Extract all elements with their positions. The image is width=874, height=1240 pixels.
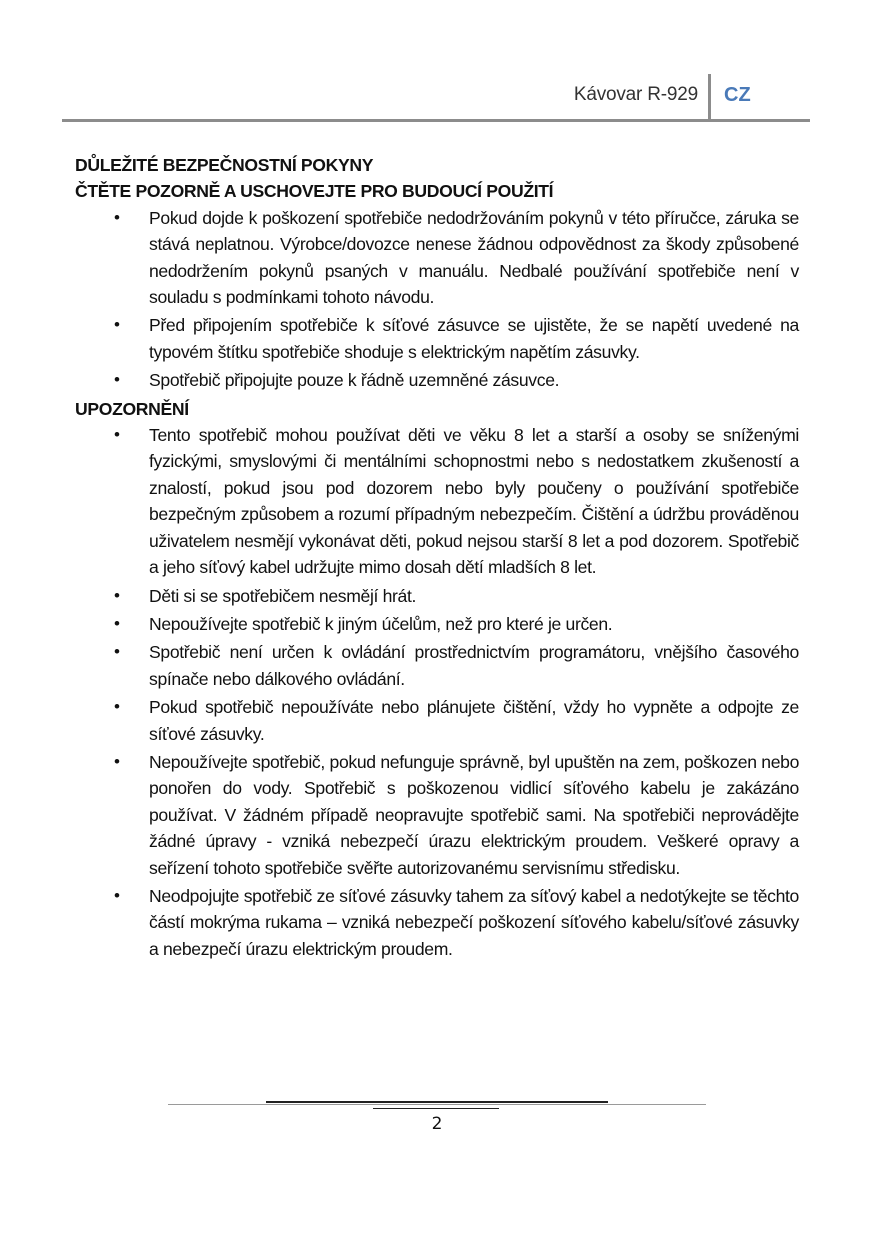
bullet-icon: • [114, 425, 120, 445]
page-number: 2 [431, 1114, 443, 1134]
bullet-icon: • [114, 885, 120, 905]
list-item [75, 883, 799, 962]
safety-list [75, 205, 799, 394]
header-title: Kávovar R-929 [573, 84, 698, 105]
bullet-icon: • [114, 370, 120, 390]
list-item-text: Neodpojujte spotřebič ze síťové zásuvky tahem za síťový kabel a nedotýkejte se těchto částí mokrýma rukama – vzniká nebezpečí poškození síťového kabelu/síťové zásuvky a nebezpečí úrazu elektrickým proudem. [149, 885, 799, 959]
bullet-icon: • [114, 207, 120, 227]
list-item-text: Děti si se spotřebičem nesmějí hrát. [149, 585, 417, 606]
safety-subheading: ČTĚTE POZORNĚ A USCHOVEJTE PRO BUDOUCÍ POUŽITÍ [75, 181, 554, 202]
bullet-icon: • [114, 642, 120, 662]
warning-heading: UPOZORNĚNÍ [75, 398, 189, 419]
bullet-icon: • [114, 751, 120, 771]
bullet-icon: • [114, 585, 120, 605]
list-item [75, 694, 799, 747]
footer-rule [373, 1108, 499, 1109]
list-item-text: Tento spotřebič mohou používat děti ve věku 8 let a starší a osoby se sníženými fyzickými, smyslovými či mentálními schopnostmi nebo s nedostatkem zkušeností a znalostí, pokud jsou pod dozorem nebo byly poučeny o používání spotřebiče bezpečným způsobem a rozumí případným nebezpečím. Čištění a údržbu prováděnou uživatelem nesmějí vykonávat děti, pokud nejsou starší 8 let a pod dozorem. Spotřebič a jeho síťový kabel udržujte mimo dosah dětí mladších 8 let. [149, 425, 799, 578]
header-rule [62, 119, 810, 122]
footer-rule [168, 1104, 706, 1105]
list-item-text: Spotřebič připojujte pouze k řádně uzemněné zásuvce. [149, 370, 560, 391]
list-item [75, 639, 799, 692]
warning-list [75, 422, 799, 962]
header-separator [708, 74, 711, 120]
list-item-text: Pokud spotřebič nepoužíváte nebo plánujete čištění, vždy ho vypněte a odpojte ze síťové zásuvky. [149, 697, 799, 744]
list-item-text: Nepoužívejte spotřebič k jiným účelům, než pro které je určen. [149, 613, 613, 634]
list-item [75, 422, 799, 580]
safety-heading: DŮLEŽITÉ BEZPEČNOSTNÍ POKYNY [75, 155, 374, 175]
list-item-text: Nepoužívejte spotřebič, pokud nefunguje správně, byl upuštěn na zem, poškozen nebo ponořen do vody. Spotřebič s poškozenou vidlicí síťového kabelu je zakázáno používat. V žádném případě neopravujte spotřebič sami. Na spotřebiči neprovádějte žádné úpravy - vzniká nebezpečí úrazu elektrickým proudem. Veškeré opravy a seřízení tohoto spotřebiče svěřte autorizovanému servisnímu středisku. [149, 751, 799, 878]
list-item [75, 583, 799, 609]
list-item-text: Před připojením spotřebiče k síťové zásuvce se ujistěte, že se napětí uvedené na typovém štítku spotřebiče shoduje s elektrickým napětím zásuvky. [149, 315, 799, 362]
list-item [75, 611, 799, 637]
list-item [75, 205, 799, 311]
list-item [75, 312, 799, 365]
language-code: CZ [724, 84, 751, 106]
list-item-text: Pokud dojde k poškození spotřebiče nedodržováním pokynů v této příručce, záruka se stává neplatnou. Výrobce/dovozce nenese žádnou odpovědnost za škody způsobené nedodržením pokynů psaných v manuálu. Nedbalé používání spotřebiče není v souladu s podmínkami tohoto návodu. [149, 207, 799, 308]
page-content [75, 152, 799, 964]
footer-rule [266, 1101, 608, 1103]
bullet-icon: • [114, 315, 120, 335]
list-item-text: Spotřebič není určen k ovládání prostřednictvím programátoru, vnějšího časového spínače nebo dálkového ovládání. [149, 642, 799, 689]
bullet-icon: • [114, 613, 120, 633]
bullet-icon: • [114, 697, 120, 717]
list-item [75, 749, 799, 881]
list-item [75, 367, 799, 393]
